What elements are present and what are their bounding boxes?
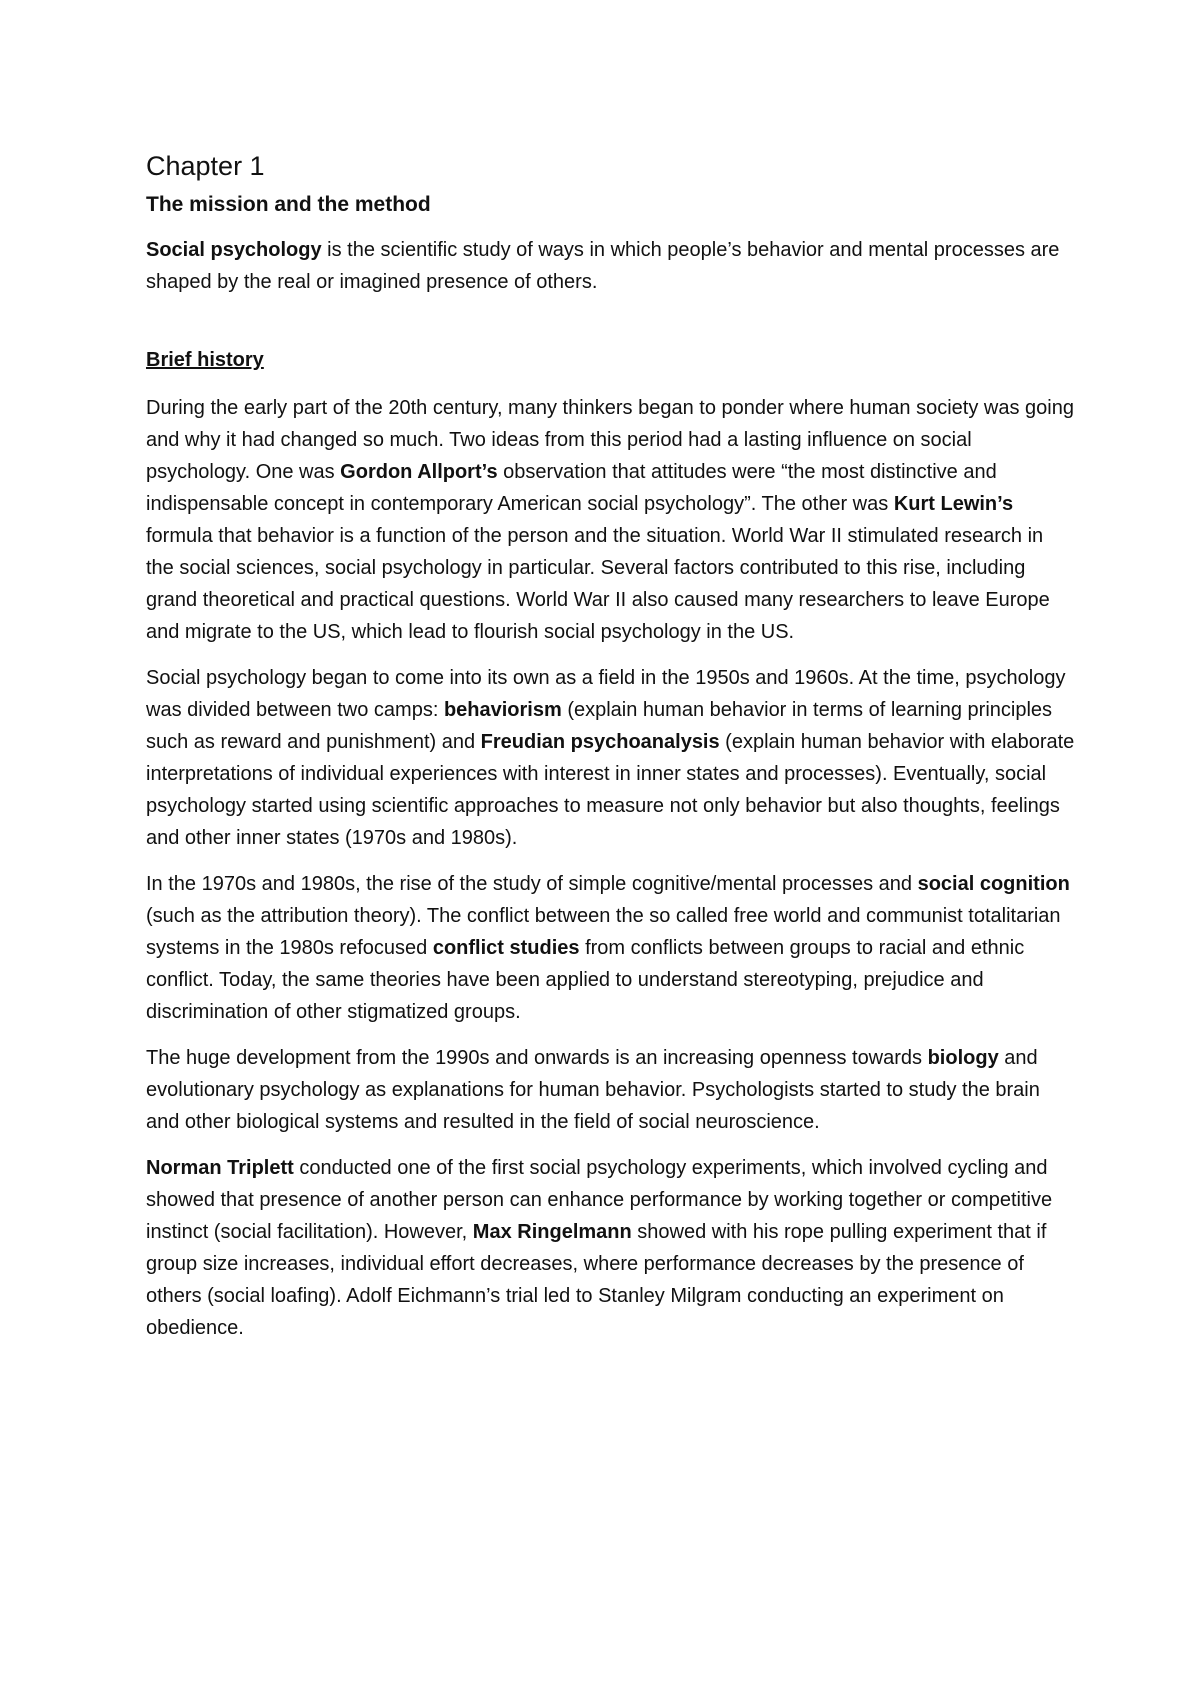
p1-bold-lewin: Kurt Lewin’s	[893, 493, 1014, 515]
p1-text-3: formula that behavior is a function of the person and the situation. World War II stimulated research in the social sciences, social psychology in particular. Several factors contributed to this rise, including grand theoretical and practical questions. World War II also caused many researchers to leave Europe and migrate to the US, which lead to flourish social psychology in the US.	[146, 525, 1050, 643]
p3-bold-conflict-studies: conflict studies	[432, 937, 580, 959]
p2-text-2: (explain human behavior in terms of learning principles such as reward and punishment) and	[146, 699, 1053, 753]
section-heading-brief-history: Brief history	[146, 349, 264, 371]
p3-text-1: In the 1970s and 1980s, the rise of the study of simple cognitive/mental processes and	[146, 873, 918, 895]
p3-text-2: (such as the attribution theory). The conflict between the so called free world and communist totalitarian systems in the 1980s refocused	[146, 905, 1061, 959]
p3-text-3: from conflicts between groups to racial and ethnic conflict. Today, the same theories have been applied to understand stereotyping, prejudice and discrimination of other stigmatized groups.	[146, 937, 1025, 1023]
p2-text-1: Social psychology began to come into its own as a field in the 1950s and 1960s. At the time, psychology was divided between two camps:	[146, 667, 1066, 721]
paragraph-1950s-1960s	[146, 662, 1076, 854]
paragraph-1990s-onwards	[146, 1042, 1076, 1138]
paragraph-early-experiments	[146, 1152, 1076, 1344]
p4-text-2: and evolutionary psychology as explanations for human behavior. Psychologists started to study the brain and other biological systems and resulted in the field of social neuroscience.	[146, 1047, 1040, 1133]
p5-text-2: showed with his rope pulling experiment that if group size increases, individual effort decreases, where performance decreases by the presence of others (social loafing). Adolf Eichmann’s trial led to Stanley Milgram conducting an experiment on obedience.	[146, 1221, 1047, 1339]
p4-text-1: The huge development from the 1990s and onwards is an increasing openness towards	[146, 1047, 928, 1069]
chapter-title: Chapter 1	[146, 151, 265, 181]
intro-paragraph	[146, 234, 1076, 298]
p5-bold-triplett: Norman Triplett	[146, 1157, 294, 1179]
paragraph-early-20th-century	[146, 392, 1076, 648]
p1-text-2: observation that attitudes were “the most distinctive and indispensable concept in contemporary American social psychology”. The other was	[146, 461, 997, 515]
p5-bold-ringelmann: Max Ringelmann	[472, 1221, 632, 1243]
p1-bold-allport: Gordon Allport’s	[340, 461, 498, 483]
document-body	[146, 148, 1076, 1358]
chapter-subtitle: The mission and the method	[146, 193, 431, 216]
intro-text: is the scientific study of ways in which people’s behavior and mental processes are shaped by the real or imagined presence of others.	[146, 239, 1060, 293]
p1-text-1: During the early part of the 20th century, many thinkers began to ponder where human society was going and why it had changed so much. Two ideas from this period had a lasting influence on social psychology. One was	[146, 397, 1074, 483]
p2-text-3: (explain human behavior with elaborate interpretations of individual experiences with interest in inner states and processes). Eventually, social psychology started using scientific approaches to measure not only behavior but also thoughts, feelings and other inner states (1970s and 1980s).	[146, 731, 1075, 849]
p3-bold-social-cognition: social cognition	[917, 873, 1070, 895]
intro-term: Social psychology	[146, 239, 322, 261]
paragraph-1970s-1980s	[146, 868, 1076, 1028]
p2-bold-behaviorism: behaviorism	[443, 699, 562, 721]
p5-text-1: conducted one of the first social psychology experiments, which involved cycling and showed that presence of another person can enhance performance by working together or competitive instinct (social facilitation). However,	[146, 1157, 1053, 1243]
p2-bold-psychoanalysis: Freudian psychoanalysis	[480, 731, 720, 753]
p4-bold-biology: biology	[927, 1047, 999, 1069]
